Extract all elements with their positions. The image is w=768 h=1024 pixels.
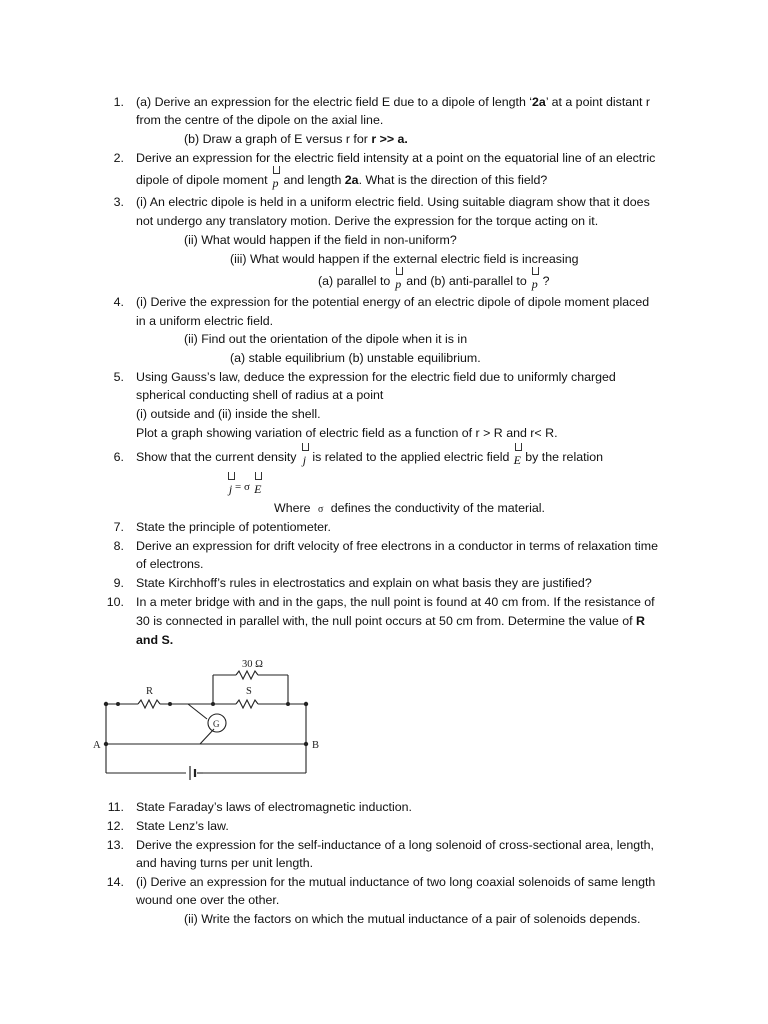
q14-line3: (ii) Write the factors on which the mutual inductance of a pair of solenoids depends. (184, 912, 641, 926)
q3-number: 3. (113, 195, 124, 209)
q13-line2: and having turns per unit length. (136, 856, 314, 870)
q9-number: 9. (113, 576, 124, 590)
q4-line4: (a) stable equilibrium (b) unstable equilibrium. (230, 351, 481, 365)
q13-number: 13. (106, 838, 124, 852)
q7-number: 7. (113, 520, 124, 534)
q6-line3: Where σ defines the conductivity of the material. (274, 501, 545, 515)
q3-line1: (i) An electric dipole is held in a uniform electric field. Using suitable diagram show that it does (136, 195, 650, 209)
vector-e-symbol: E (253, 481, 262, 497)
q8-line2: of electrons. (136, 557, 204, 571)
vector-j-symbol: j (226, 481, 235, 497)
q11-line1: State Faraday’s laws of electromagnetic induction. (136, 800, 412, 814)
label-30-ohm: 30 Ω (242, 659, 263, 670)
vector-p-symbol: p (394, 276, 403, 292)
q8-line1: Derive an expression for drift velocity of free electrons in a conductor in terms of relaxation time (136, 539, 659, 553)
q2-line1: Derive an expression for the electric field intensity at a point on the equatorial line of an electric (136, 151, 656, 165)
q4-number: 4. (113, 295, 124, 309)
q14-number: 14. (106, 875, 124, 889)
label-b: B (312, 740, 320, 751)
q14-line1: (i) Derive an expression for the mutual inductance of two long coaxial solenoids of same length (136, 875, 656, 889)
vector-e-symbol: E (513, 452, 522, 468)
q3-line4: (iii) What would happen if the external electric field is increasing (230, 252, 579, 266)
q1-number: 1. (113, 95, 124, 109)
q1-line3: (b) Draw a graph of E versus r for r >> a. (184, 132, 408, 146)
q3-line5: (a) parallel to p and (b) anti-parallel to p ? (318, 273, 550, 292)
label-s: S (246, 686, 252, 697)
q10-line1: In a meter bridge with and in the gaps, the null point is found at 40 cm from. If the resistance of (136, 595, 655, 609)
q14-line2: wound one over the other. (136, 893, 280, 907)
q1-line2: from the centre of the dipole on the axial line. (136, 113, 384, 127)
q7-line1: State the principle of potentiometer. (136, 520, 331, 534)
q5-line4: Plot a graph showing variation of electric field as a function of r > R and r< R. (136, 426, 558, 440)
q2-line2: dipole of dipole moment p and length 2a. What is the direction of this field? (136, 172, 547, 191)
q8-number: 8. (113, 539, 124, 553)
q6-number: 6. (113, 450, 124, 464)
q10-number: 10. (106, 595, 124, 609)
q5-number: 5. (113, 370, 124, 384)
q6-line1: Show that the current density j is related to the applied electric field E by the relation (136, 449, 603, 468)
q3-line3: (ii) What would happen if the field in non-uniform? (184, 233, 457, 247)
q5-line1: Using Gauss’s law, deduce the expression for the electric field due to uniformly charged (136, 370, 616, 384)
vector-p-symbol: p (530, 276, 539, 292)
label-r: R (146, 686, 154, 697)
q4-line3: (ii) Find out the orientation of the dipole when it is in (184, 332, 468, 346)
q5-line3: (i) outside and (ii) inside the shell. (136, 407, 321, 421)
q12-number: 12. (106, 819, 124, 833)
q4-line1: (i) Derive the expression for the potential energy of an electric dipole of dipole moment placed (136, 295, 650, 309)
q11-number: 11. (107, 800, 124, 814)
q2-number: 2. (113, 151, 124, 165)
q4-line2: in a uniform electric field. (136, 314, 274, 328)
q12-line1: State Lenz’s law. (136, 819, 229, 833)
q3-line2: not undergo any translatory motion. Derive the expression for the torque acting on it. (136, 214, 599, 228)
q10-line3: and S. (136, 633, 174, 647)
label-a: A (93, 740, 101, 751)
q1-line1: (a) Derive an expression for the electric field E due to a dipole of length ‘2a’ at a point distant r (136, 95, 651, 109)
q10-line2: 30 is connected in parallel with, the null point occurs at 50 cm from. Determine the value of R (136, 614, 645, 628)
q6-equation: j = σ E (226, 478, 262, 497)
q9-line1: State Kirchhoff’s rules in electrostatics and explain on what basis they are justified? (136, 576, 592, 590)
q13-line1: Derive the expression for the self-inductance of a long solenoid of cross-sectional area, length, (136, 838, 654, 852)
label-g: G (213, 719, 220, 729)
vector-j-symbol: j (300, 452, 309, 468)
q5-line2: spherical conducting shell of radius at a point (136, 388, 384, 402)
vector-p-symbol: p (271, 175, 280, 191)
